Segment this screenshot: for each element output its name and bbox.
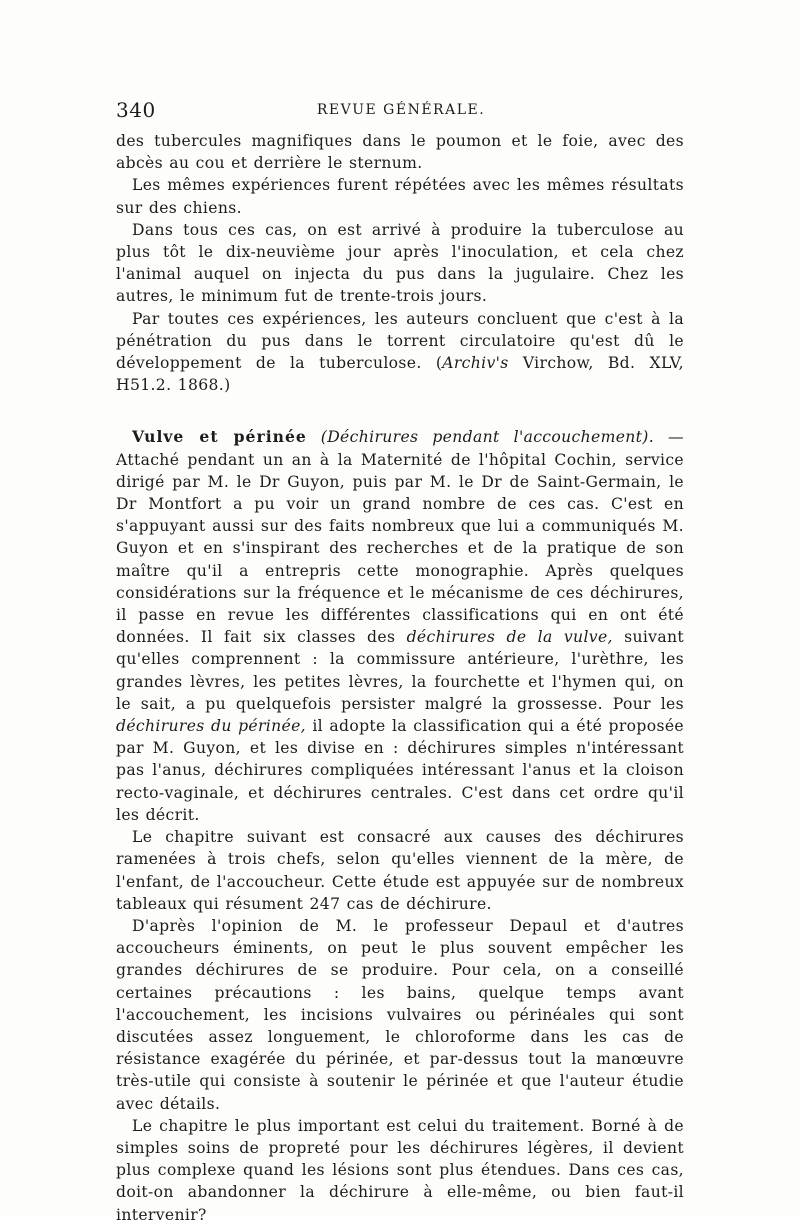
italic-term: déchirures du périnée, <box>116 717 306 736</box>
running-header <box>116 98 686 122</box>
text-run: il adopte la classification qui a été proposée par M. Guyon, et les divise en : déchirures simples n'intéressant pas l'anus, déchirures compliquées intéressant l'anus et la cloison recto-vaginale, et déchirures centrales. C'est dans cet ordre qu'il les décrit. <box>116 717 685 824</box>
section-subtitle: (Déchirures pendant l'accouchement). <box>320 428 655 447</box>
reference-citation: Virchow, Bd. XLV, H51.2. 1868.) <box>116 354 684 395</box>
paragraph: des tubercules magnifiques dans le poumon et le foie, avec des abcès au cou et derrière le sternum. <box>116 132 684 173</box>
page-number: 340 <box>116 98 156 122</box>
paragraph: Le chapitre le plus important est celui du traitement. Borné à de simples soins de propreté pour les déchirures légères, il devient plus complexe quand les lésions sont plus étendues. Dans ces cas, doit-on abandonner la déchirure à elle-même, ou bien faut-il intervenir? <box>116 1116 684 1224</box>
journal-title: Archiv's <box>442 354 509 373</box>
running-title: REVUE GÉNÉRALE. <box>316 102 486 118</box>
paragraph: Les mêmes expériences furent répétées avec les mêmes résultats sur des chiens. <box>116 176 684 217</box>
body-text <box>116 130 684 1226</box>
text-run: — Attaché pendant un an à la Maternité de l'hôpital Cochin, service dirigé par M. le Dr Guyon, puis par M. le Dr de Saint-Germain, le Dr Montfort a pu voir un grand nombre de ces cas. C'est en s'appuyant aussi sur des faits nombreux que lui a communiqués M. Guyon et en s'inspirant des recherches et de la pratique de son maître qu'il a entrepris cette monographie. Après quelques considérations sur la fréquence et le mécanisme de ces déchirures, il passe en revue les différentes classifications qui en ont été données. Il fait six classes des <box>116 428 684 647</box>
paragraph: Le chapitre suivant est consacré aux causes des déchirures ramenées à trois chefs, selon qu'elles viennent de la mère, de l'enfant, de l'accoucheur. Cette étude est appuyée sur de nombreux tableaux qui résument 247 cas de déchirure. <box>116 828 684 913</box>
italic-term: déchirures de la vulve, <box>406 628 613 647</box>
paragraph: Dans tous ces cas, on est arrivé à produire la tuberculose au plus tôt le dix-neuvième jour après l'inoculation, et cela chez l'animal auquel on injecta du pus dans la jugulaire. Chez les autres, le minimum fut de trente-trois jours. <box>116 220 684 306</box>
section-heading: Vulve et périnée <box>132 427 307 447</box>
paragraph: D'après l'opinion de M. le professeur Depaul et d'autres accoucheurs éminents, on peut le plus souvent empêcher les grandes déchirures de se produire. Pour cela, on a conseillé certaines précautions : les bains, quelque temps avant l'accouchement, les incisions vulvaires ou périnéales qui sont discutées assez longuement, le chloroforme dans les cas de résistance exagérée du périnée, et par-dessus tout la manœuvre très-utile qui consiste à soutenir le périnée et que l'auteur étudie avec détails. <box>116 916 684 1113</box>
text-run: Par toutes ces expériences, les auteurs concluent que c'est à la pénétration du pus dans le torrent circulatoire qu'est dû le développement de la tuberculose. ( <box>116 309 684 373</box>
paragraph-conclusion <box>116 308 684 397</box>
section-paragraph-vulve-perinee <box>116 426 684 826</box>
text-run: suivant qu'elles comprennent : la commissure antérieure, l'urèthre, les grandes lèvres, les petites lèvres, la fourchette et l'hymen qui, on le sait, a pu quelquefois persister malgré la grossesse. Pour les <box>116 628 684 713</box>
